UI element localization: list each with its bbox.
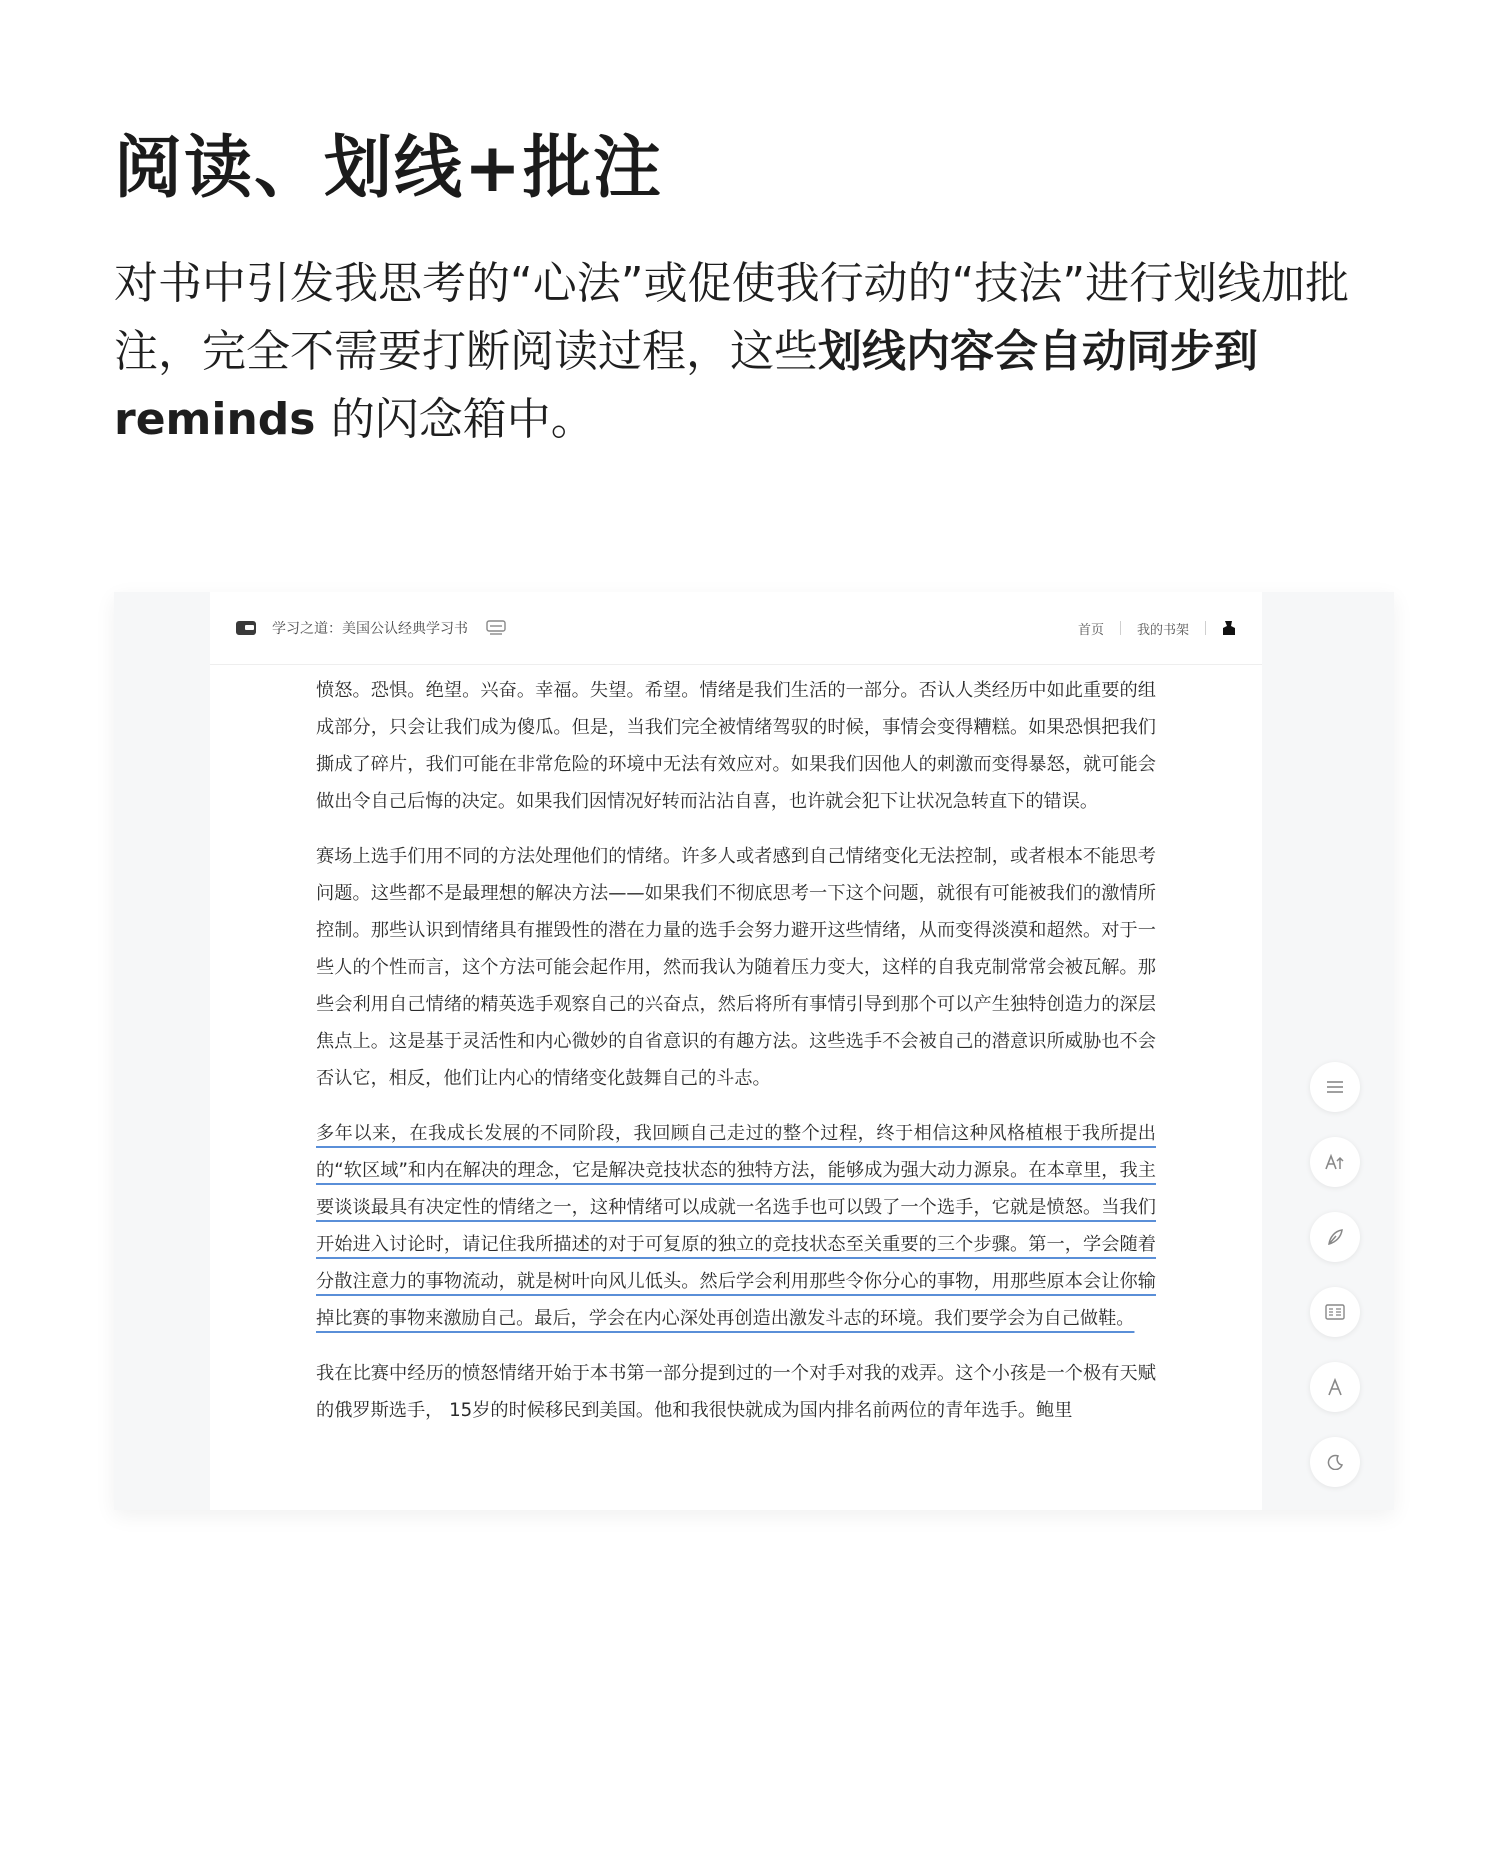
notes-icon [1325,1304,1345,1320]
paragraph: 愤怒。恐惧。绝望。兴奋。幸福。失望。希望。情绪是我们生活的一部分。否认人类经历中如此重要的组成部分，只会让我们成为傻瓜。但是，当我们完全被情绪驾驭的时候，事情会变得糟糕。如果恐惧把我们撕成了碎片，我们可能在非常危险的环境中无法有效应对。如果我们因他人的刺激而变得暴怒，就可能会做出令自己后悔的决定。如果我们因情况好转而沾沾自喜，也许就会犯下让状况急转直下的错误。 [316,680,1156,812]
nav-home-link[interactable]: 首页 [1077,622,1104,638]
description-bold-text: 划线内容会自动同步到 reminds [114,326,1258,445]
nav-divider [1205,621,1206,635]
menu-button[interactable] [1310,1062,1360,1112]
moon-icon [1327,1454,1343,1470]
reader-page [210,592,1262,1510]
night-mode-button[interactable] [1310,1437,1360,1487]
annotate-button[interactable] [1310,1212,1360,1262]
paragraph: 我在比赛中经历的愤怒情绪开始于本书第一部分提到过的一个对手对我的戏弄。这个小孩是一个极有天赋的俄罗斯选手， 15岁的时候移民到美国。他和我很快就成为国内排名前两位的青年选手。鲍里 [316,1363,1156,1421]
notes-button[interactable] [1310,1287,1360,1337]
book-icon[interactable] [236,620,256,636]
page-heading: 阅读、划线+批注 [114,129,663,208]
reader-screenshot [114,592,1394,1510]
reader-tool-column [1310,1062,1362,1510]
font-size-button[interactable] [1310,1137,1360,1187]
font-icon [1327,1378,1343,1396]
reader-content [316,672,1156,1447]
nav-divider [1120,621,1121,635]
menu-icon [1326,1080,1344,1094]
reader-nav [1078,619,1236,638]
paragraph: 赛场上选手们用不同的方法处理他们的情绪。许多人或者感到自己情绪变化无法控制，或者根本不能思考问题。这些都不是最理想的解决方法——如果我们不彻底思考一下这个问题，就很有可能被我们的激情所控制。那些认识到情绪具有摧毁性的潜在力量的选手会努力避开这些情绪，从而变得淡漠和超然。对于一些人的个性而言，这个方法可能会起作用，然而我认为随着压力变大，这样的自我克制常常会被瓦解。那些会利用自己情绪的精英选手观察自己的兴奋点，然后将所有事情引导到那个可以产生独特创造力的深层焦点上。这是基于灵活性和内心微妙的自省意识的有趣方法。这些选手不会被自己的潜意识所威胁也不会否认它，相反，他们让内心的情绪变化鼓舞自己的斗志。 [316,846,1156,1089]
book-title: 学习之道：美国公认经典学习书 [272,621,468,637]
user-avatar-icon[interactable] [1222,620,1236,636]
highlighted-paragraph[interactable]: 多年以来，在我成长发展的不同阶段，我回顾自己走过的整个过程，终于相信这种风格植根于我所提出的“软区域”和内在解决的理念，它是解决竞技状态的独特方法，能够成为强大动力源泉。在本章里，我主要谈谈最具有决定性的情绪之一，这种情绪可以成就一名选手也可以毁了一个选手，它就是愤怒。当我们开始进入讨论时，请记住我所描述的对于可复原的独立的竞技状态至关重要的三个步骤。第一，学会随着分散注意力的事物流动，就是树叶向风儿低头。然后学会利用那些令你分心的事物，用那些原本会让你输掉比赛的事物来激励自己。最后，学会在内心深处再创造出激发斗志的环境。我们要学会为自己做鞋。 [316,1123,1156,1329]
font-size-icon [1324,1153,1346,1171]
bookmark-card-icon[interactable] [486,620,506,636]
reader-top-bar [210,592,1262,665]
font-button[interactable] [1310,1362,1360,1412]
description-text-1: 对书中引发我思考的“心法”或促使我行动的“技法”进行划线加批注，完全不需要打断阅读过程，这些 [114,258,1350,377]
description-text-2: 的闪念箱中。 [330,394,595,445]
feature-description [114,250,1414,454]
pen-icon [1326,1228,1344,1246]
nav-shelf-link[interactable]: 我的书架 [1136,622,1189,638]
